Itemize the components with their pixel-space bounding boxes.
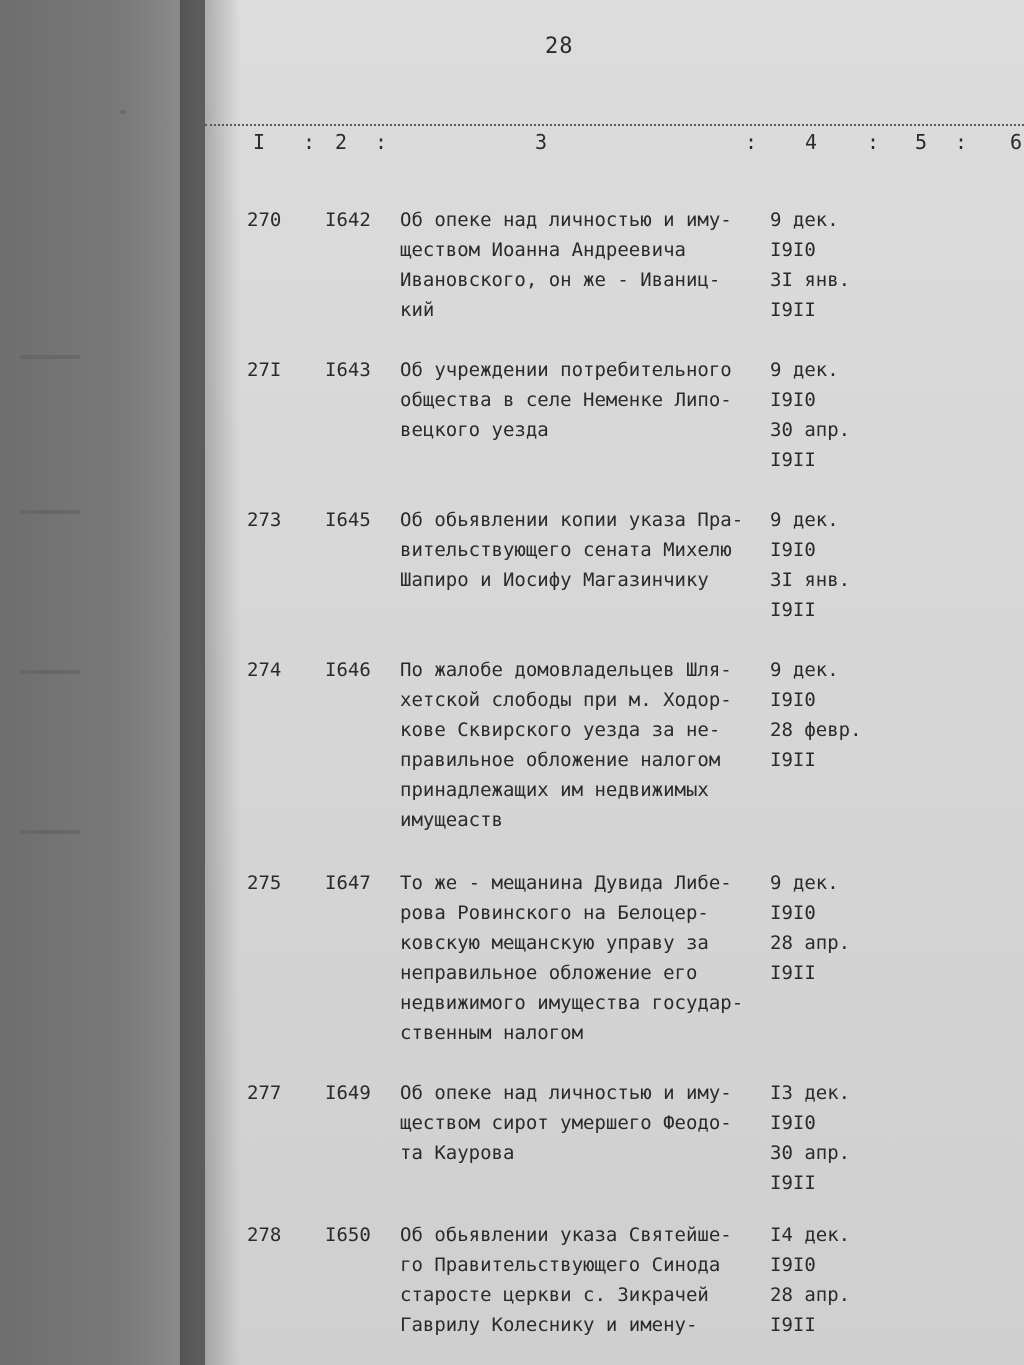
description-line: принадлежащих им недвижимых	[400, 779, 709, 801]
entry-dates	[770, 505, 930, 625]
header-top-rule	[205, 124, 1024, 126]
header-col-4: 4	[805, 130, 818, 154]
entry-number: 275	[247, 872, 282, 894]
header-col-2: 2	[335, 130, 348, 154]
entry-number: 270	[247, 209, 282, 231]
description-line: старосте церкви с. Зикрачей	[400, 1284, 709, 1306]
header-separator: :	[867, 130, 880, 154]
file-number: I642	[325, 209, 371, 231]
end-year: I9II	[770, 449, 816, 471]
end-year: I9II	[770, 299, 816, 321]
entry-description	[400, 1078, 775, 1168]
entry-number: 274	[247, 659, 282, 681]
description-line: рова Ровинского на Белоцер-	[400, 902, 709, 924]
end-date: 30 апр.	[770, 1142, 851, 1164]
entry-description	[400, 868, 775, 1048]
description-line: Об учреждении потребительного	[400, 359, 732, 381]
end-date: 30 апр.	[770, 419, 851, 441]
description-line: хетской слободы при м. Ходор-	[400, 689, 732, 711]
start-year: I9I0	[770, 689, 816, 711]
start-date: 9 дек.	[770, 509, 839, 531]
description-line: ковскую мещанскую управу за	[400, 932, 709, 954]
file-number: I645	[325, 509, 371, 531]
description-line: недвижимого имущества государ-	[400, 992, 744, 1014]
end-date: 3I янв.	[770, 569, 851, 591]
entry-description	[400, 505, 775, 595]
description-line: го Правительствующего Синода	[400, 1254, 721, 1276]
ghost-mark	[20, 830, 80, 834]
entry-number: 27I	[247, 359, 282, 381]
entry-description	[400, 655, 775, 835]
description-line: Об опеке над личностью и иму-	[400, 209, 732, 231]
description-line: кий	[400, 299, 435, 321]
start-year: I9I0	[770, 1254, 816, 1276]
description-line: Об опеке над личностью и иму-	[400, 1082, 732, 1104]
start-date: I3 дек.	[770, 1082, 851, 1104]
entry-dates	[770, 355, 930, 475]
end-year: I9II	[770, 962, 816, 984]
column-header-row	[205, 130, 1024, 160]
description-line: Об обьявлении копии указа Пра-	[400, 509, 744, 531]
description-line: неправильное обложение его	[400, 962, 698, 984]
document-page	[205, 0, 1024, 1365]
start-year: I9I0	[770, 389, 816, 411]
description-line: правильное обложение налогом	[400, 749, 721, 771]
ghost-mark	[20, 355, 80, 359]
description-line: Ивановского, он же - Иваниц-	[400, 269, 721, 291]
start-year: I9I0	[770, 239, 816, 261]
end-year: I9II	[770, 1172, 816, 1194]
end-date: 28 февр.	[770, 719, 862, 741]
entry-dates	[770, 1078, 930, 1198]
end-date: 3I янв.	[770, 269, 851, 291]
file-number: I650	[325, 1224, 371, 1246]
end-year: I9II	[770, 1314, 816, 1336]
entry-dates	[770, 1220, 930, 1340]
start-date: 9 дек.	[770, 872, 839, 894]
description-line: По жалобе домовладельцев Шля-	[400, 659, 732, 681]
description-line: Гаврилу Колеснику и имену-	[400, 1314, 698, 1336]
header-col-3: 3	[535, 130, 548, 154]
start-date: 9 дек.	[770, 659, 839, 681]
entry-description	[400, 1220, 775, 1340]
start-year: I9I0	[770, 1112, 816, 1134]
entry-description	[400, 355, 775, 445]
header-separator: :	[375, 130, 388, 154]
ghost-mark	[20, 670, 80, 674]
description-line: То же - мещанина Дувида Либе-	[400, 872, 732, 894]
description-line: вецкого уезда	[400, 419, 549, 441]
end-year: I9II	[770, 749, 816, 771]
start-date: 9 дек.	[770, 209, 839, 231]
header-separator: :	[955, 130, 968, 154]
description-line: Шапиро и Иосифу Магазинчику	[400, 569, 709, 591]
entry-dates	[770, 655, 930, 775]
entry-description	[400, 205, 775, 325]
entry-number: 278	[247, 1224, 282, 1246]
start-date: I4 дек.	[770, 1224, 851, 1246]
description-line: ществом Иоанна Андреевича	[400, 239, 686, 261]
start-date: 9 дек.	[770, 359, 839, 381]
file-number: I647	[325, 872, 371, 894]
end-date: 28 апр.	[770, 1284, 851, 1306]
file-number: I649	[325, 1082, 371, 1104]
end-year: I9II	[770, 599, 816, 621]
header-col-6: 6	[1010, 130, 1023, 154]
entry-number: 273	[247, 509, 282, 531]
description-line: ществом сирот умершего Феодо-	[400, 1112, 732, 1134]
description-line: Об обьявлении указа Святейше-	[400, 1224, 732, 1246]
description-line: имущеаств	[400, 809, 503, 831]
header-col-5: 5	[915, 130, 928, 154]
end-date: 28 апр.	[770, 932, 851, 954]
start-year: I9I0	[770, 539, 816, 561]
file-number: I646	[325, 659, 371, 681]
description-line: общества в селе Неменке Липо-	[400, 389, 732, 411]
header-separator: :	[303, 130, 316, 154]
header-col-1: I	[253, 130, 266, 154]
description-line: ственным налогом	[400, 1022, 584, 1044]
adjacent-page	[0, 0, 210, 1365]
ghost-mark	[20, 510, 80, 514]
header-separator: :	[745, 130, 758, 154]
entry-number: 277	[247, 1082, 282, 1104]
entry-dates	[770, 868, 930, 988]
file-number: I643	[325, 359, 371, 381]
page-number: 28	[545, 34, 574, 59]
entry-dates	[770, 205, 930, 325]
description-line: вительствующего сената Михелю	[400, 539, 732, 561]
description-line: кове Сквирского уезда за не-	[400, 719, 721, 741]
start-year: I9I0	[770, 902, 816, 924]
binding-gutter-shadow	[180, 0, 240, 1365]
ghost-mark	[120, 110, 126, 114]
description-line: та Каурова	[400, 1142, 515, 1164]
